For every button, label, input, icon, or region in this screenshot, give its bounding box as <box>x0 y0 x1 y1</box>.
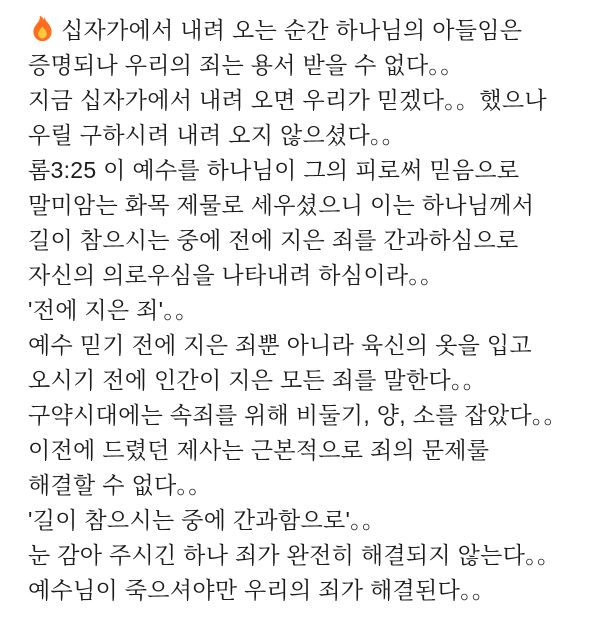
text-line <box>28 13 594 48</box>
text-line: 지금 십자가에서 내려 오면 우리가 믿겠다。。했으나 <box>28 87 547 113</box>
text-line: 이전에 드렸던 제사는 근본적으로 죄의 문제룰 <box>28 437 490 463</box>
text-line: 증명되나 우리의 죄는 용서 받을 수 없다。。 <box>28 52 464 78</box>
text-line: 길이 참으시는 중에 전에 지은 죄를 간과하심으로 <box>28 227 519 253</box>
text-line: 해결할 수 없다。。 <box>28 472 212 498</box>
text-line-content: 십자가에서 내려 오는 순간 하나님의 아들임은 <box>61 17 523 43</box>
text-line: 오시기 전에 인간이 지은 모든 죄를 말한다。。 <box>28 367 487 393</box>
text-line: 말미암는 화목 제물로 세우셨으니 이는 하나님께서 <box>28 192 535 218</box>
fire-emoji-icon <box>28 14 57 43</box>
text-line: 예수님이 죽으셔야만 우리의 죄가 해결된다。。 <box>28 577 496 603</box>
text-line: '전에 지은 죄'。。 <box>28 297 199 323</box>
text-line: 롬3:25 이 예수를 하나님이 그의 피로써 믿음으로 <box>28 157 520 183</box>
text-line: 자신의 의로우심을 나타내려 하심이라。。 <box>28 262 444 288</box>
text-line: 눈 감아 주시긴 하나 죄가 완전히 해결되지 않는다。。 <box>28 542 561 568</box>
text-line: '길이 참으시는 중에 간과함으로'。。 <box>28 507 386 533</box>
text-line: 구약시대에는 속죄를 위해 비둘기, 양, 소를 잡았다。。 <box>28 402 567 428</box>
text-line: 우릴 구하시려 내려 오지 않으셨다。。 <box>28 122 406 148</box>
text-line: 예수 믿기 전에 지은 죄뿐 아니라 육신의 옷을 입고 <box>28 332 532 358</box>
